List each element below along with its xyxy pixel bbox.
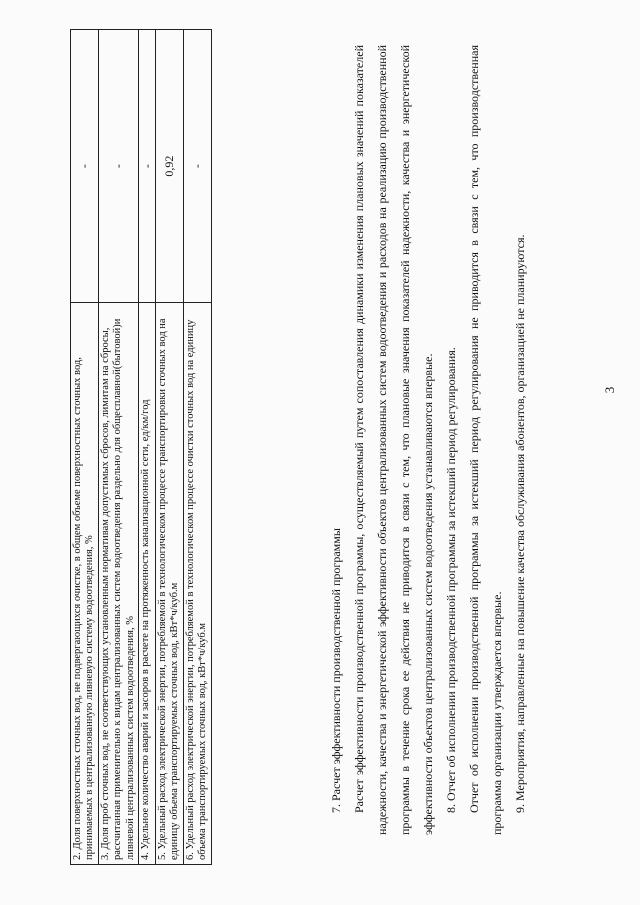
table-row [138, 30, 155, 865]
indicator-label: 5. Удельный расход электрической энергии, потребляемой в технологическом процессе транспортировки сточных вод на единицу объема транспортируемых сточных вод, кВт*ч/куб.м [156, 303, 184, 865]
indicator-label: 4. Удельное количество аварий и засоров в расчете на протяженность канализационной сети, ед/км/год [138, 303, 155, 865]
page-number: 3 [602, 386, 617, 394]
indicator-value: - [183, 30, 211, 303]
table-row [71, 30, 99, 865]
section-7-paragraph: Расчет эффективности производственной программы, осуществляемый путем сопоставления динамики изменения плановых значений показателей надежности, качества и энергетической эффективности объектов централизованных систем водоотведения и расходов на реализацию производственной программы в течение срока ее действия не приводится в связи с тем, что плановые значения показателей надежности, качества и энергетической эффективности объектов централизованных систем водоотведения устанавливаются впервые. [352, 45, 435, 835]
indicator-label: 3. Доля проб сточных вод, не соответствующих установленным нормативам допустимых сбросов, лимитам на сбросы, рассчитанная применительно к видам централизованных систем водоотведения раздельно для общесплавной(бытовой)и ливневой централизованных систем водоотведения, % [98, 303, 138, 865]
indicators-table [70, 29, 212, 865]
section-8-paragraph: Отчет об исполнении производственной программы за истекший период регулирования не приводится в связи с тем, что производственная программа организации утверждается впервые. [467, 45, 504, 835]
indicator-label: 2. Доля поверхностных сточных вод, не подвергающихся очистке, в общем объеме поверхностных сточных вод, принимаемых в централизованную ливневую систему водоотведения, % [71, 303, 99, 865]
section-8-heading: 8. Отчет об исполнении производственной программы за истекший период регулирования. [444, 347, 458, 813]
indicator-value: - [71, 30, 99, 303]
table-row [156, 30, 184, 865]
indicator-value: - [138, 30, 155, 303]
section-7-heading: 7. Расчет эффективности производственной программы [329, 528, 343, 813]
indicator-value: - [98, 30, 138, 303]
indicator-value: 0,92 [156, 30, 184, 303]
table-row [183, 30, 211, 865]
indicator-label: 6. Удельный расход электрической энергии, потребляемой в технологическом процессе очистки сточных вод на единицу объема транспортируемых сточных вод, кВт*ч/куб.м [183, 303, 211, 865]
table-row [98, 30, 138, 865]
body-text [325, 45, 532, 835]
section-9-text: 9. Мероприятия, направленные на повышение качества обслуживания абонентов, организацией не планируются. [513, 234, 527, 813]
